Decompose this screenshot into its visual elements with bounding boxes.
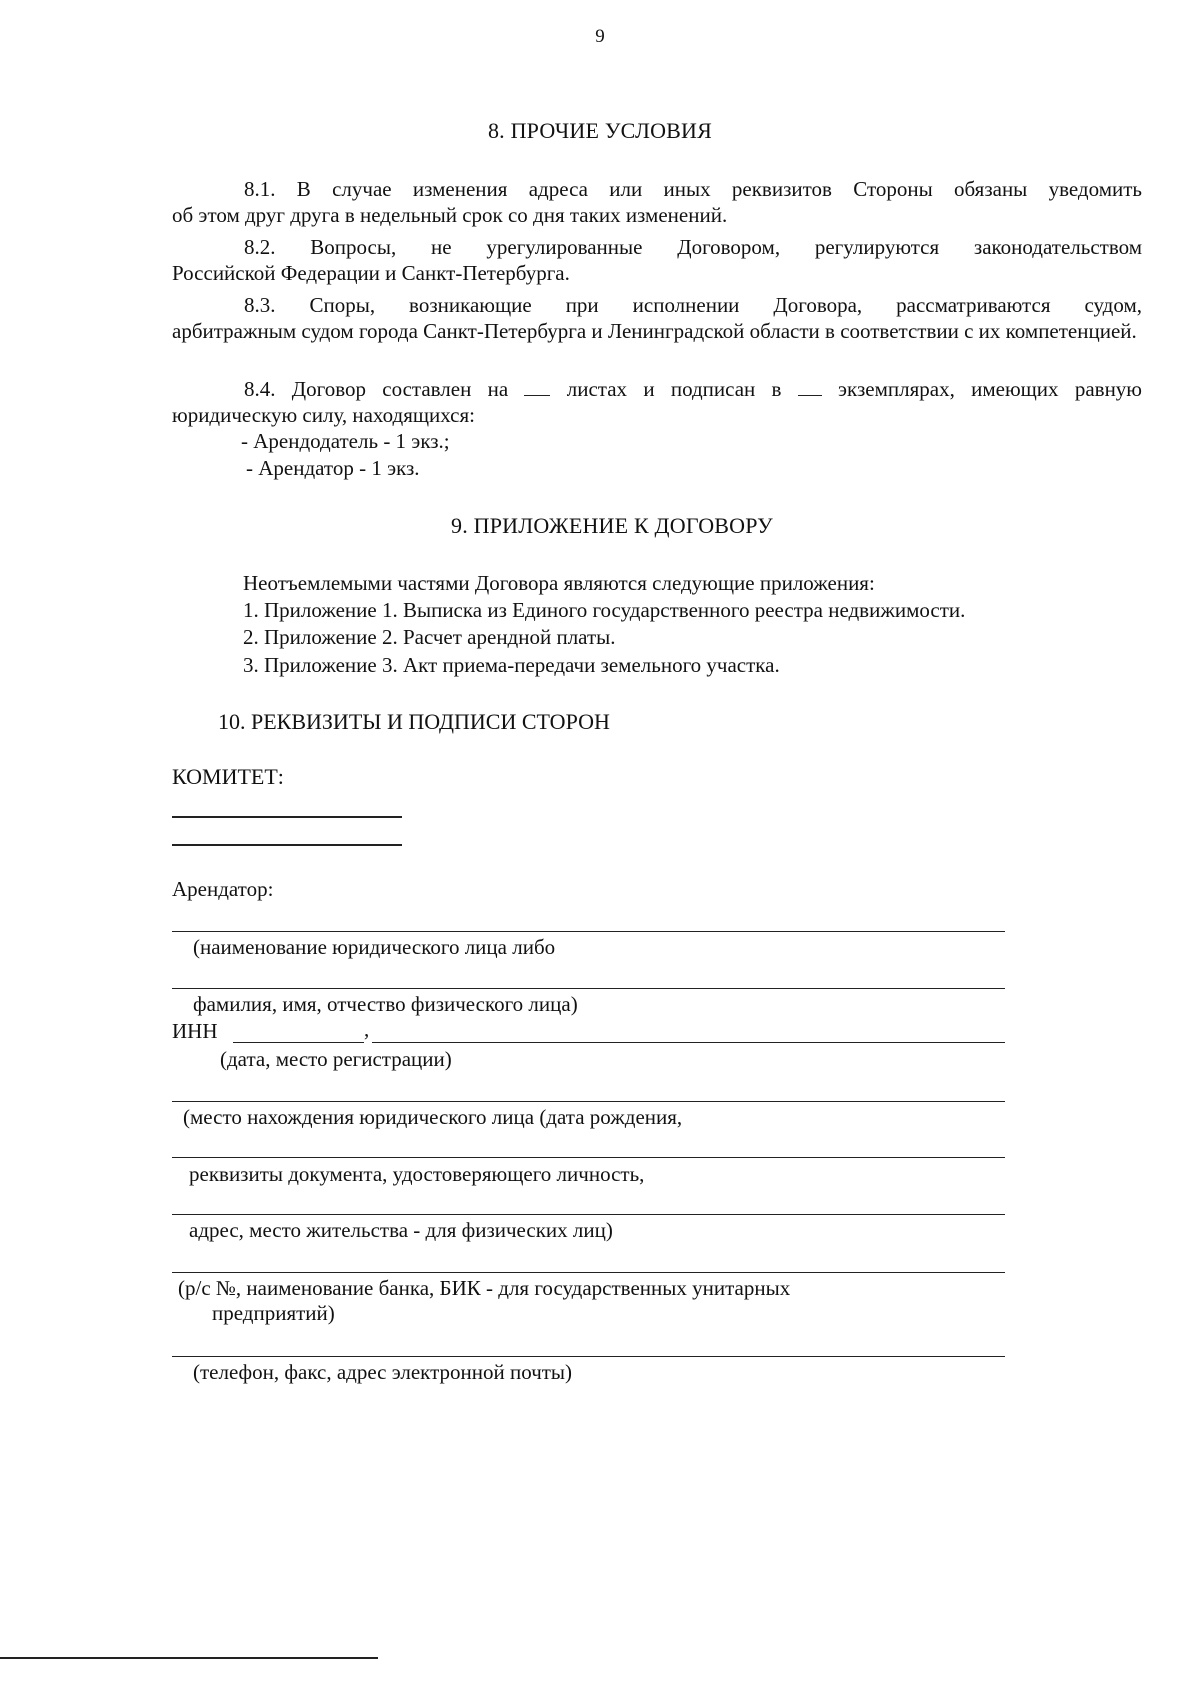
address-line-2: [172, 1157, 1005, 1158]
address-line-1: [172, 1101, 1005, 1102]
registration-line: [372, 1042, 1005, 1043]
page-number: 9: [595, 26, 605, 47]
tenant-name-line-1: [172, 931, 1005, 932]
caption-entity-location: (место нахождения юридического лица (дата рождения,: [183, 1105, 683, 1129]
clause-8-1-rest: об этом друг друга в недельный срок со дня таких изменений.: [172, 203, 728, 227]
committee-signature-line-1: [172, 816, 402, 818]
bottom-edge-rule: [0, 1657, 378, 1659]
sheets-count-blank: [524, 377, 550, 396]
copy-tenant: - Арендатор - 1 экз.: [246, 456, 420, 480]
section-9-heading: 9. ПРИЛОЖЕНИЕ К ДОГОВОРУ: [451, 513, 773, 538]
copies-count-blank: [798, 377, 822, 396]
clause-8-2-rest: Российской Федерации и Санкт-Петербурга.: [172, 261, 570, 285]
copy-landlord: - Арендодатель - 1 экз.;: [241, 429, 450, 453]
tenant-name-line-2: [172, 988, 1005, 989]
clause-8-3-first-line: 8.3. Споры, возникающие при исполнении Договора, рассматриваются судом,: [244, 293, 1142, 317]
appendix-intro: Неотъемлемыми частями Договора являются следующие приложения:: [243, 571, 875, 595]
clause-8-2-first-line: 8.2. Вопросы, не урегулированные Договором, регулируются законодательством: [244, 235, 1142, 259]
inn-comma: ,: [364, 1017, 370, 1041]
clause-8-4-text-3: экземплярах, имеющих равную: [838, 377, 1142, 401]
inn-label: ИНН: [172, 1019, 218, 1043]
appendix-item-2: 2. Приложение 2. Расчет арендной платы.: [243, 625, 616, 649]
address-line-3: [172, 1214, 1005, 1215]
clause-8-1: [172, 176, 1142, 228]
bank-details-line: [172, 1272, 1005, 1273]
caption-bank-details-cont: предприятий): [212, 1301, 335, 1325]
tenant-label: Арендатор:: [172, 877, 274, 901]
caption-registration: (дата, место регистрации): [220, 1047, 452, 1071]
committee-label: КОМИТЕТ:: [172, 764, 284, 789]
caption-person-name: фамилия, имя, отчество физического лица): [193, 992, 578, 1016]
clause-8-4: [172, 376, 1142, 428]
clause-8-3-rest: арбитражным судом города Санкт-Петербурга и Ленинградской области в соответствии с их компетенцией.: [172, 319, 1137, 343]
section-8-heading: 8. ПРОЧИЕ УСЛОВИЯ: [487, 118, 712, 143]
caption-entity-name: (наименование юридического лица либо: [193, 935, 556, 959]
appendix-item-1: 1. Приложение 1. Выписка из Единого государственного реестра недвижимости.: [243, 598, 966, 622]
caption-residence: адрес, место жительства - для физических лиц): [189, 1218, 613, 1242]
committee-signature-line-2: [172, 844, 402, 846]
contacts-line: [172, 1356, 1005, 1357]
clause-8-1-first-line: 8.1. В случае изменения адреса или иных реквизитов Стороны обязаны уведомить: [244, 177, 1142, 201]
clause-8-4-rest: юридическую силу, находящихся:: [172, 403, 475, 427]
caption-contacts: (телефон, факс, адрес электронной почты): [193, 1360, 573, 1384]
clause-8-4-text-2: листах и подписан в: [566, 377, 782, 401]
clause-8-2: [172, 234, 1142, 286]
clause-8-4-first-line: [172, 376, 1142, 402]
inn-field-line: [233, 1042, 364, 1043]
section-10-heading: 10. РЕКВИЗИТЫ И ПОДПИСИ СТОРОН: [218, 709, 610, 734]
clause-8-4-text-1: 8.4. Договор составлен на: [244, 377, 509, 401]
clause-8-3: [172, 292, 1142, 344]
appendix-item-3: 3. Приложение 3. Акт приема-передачи земельного участка.: [243, 653, 780, 677]
caption-id-document: реквизиты документа, удостоверяющего личность,: [189, 1162, 645, 1186]
caption-bank-details: (р/с №, наименование банка, БИК - для государственных унитарных: [178, 1276, 791, 1300]
